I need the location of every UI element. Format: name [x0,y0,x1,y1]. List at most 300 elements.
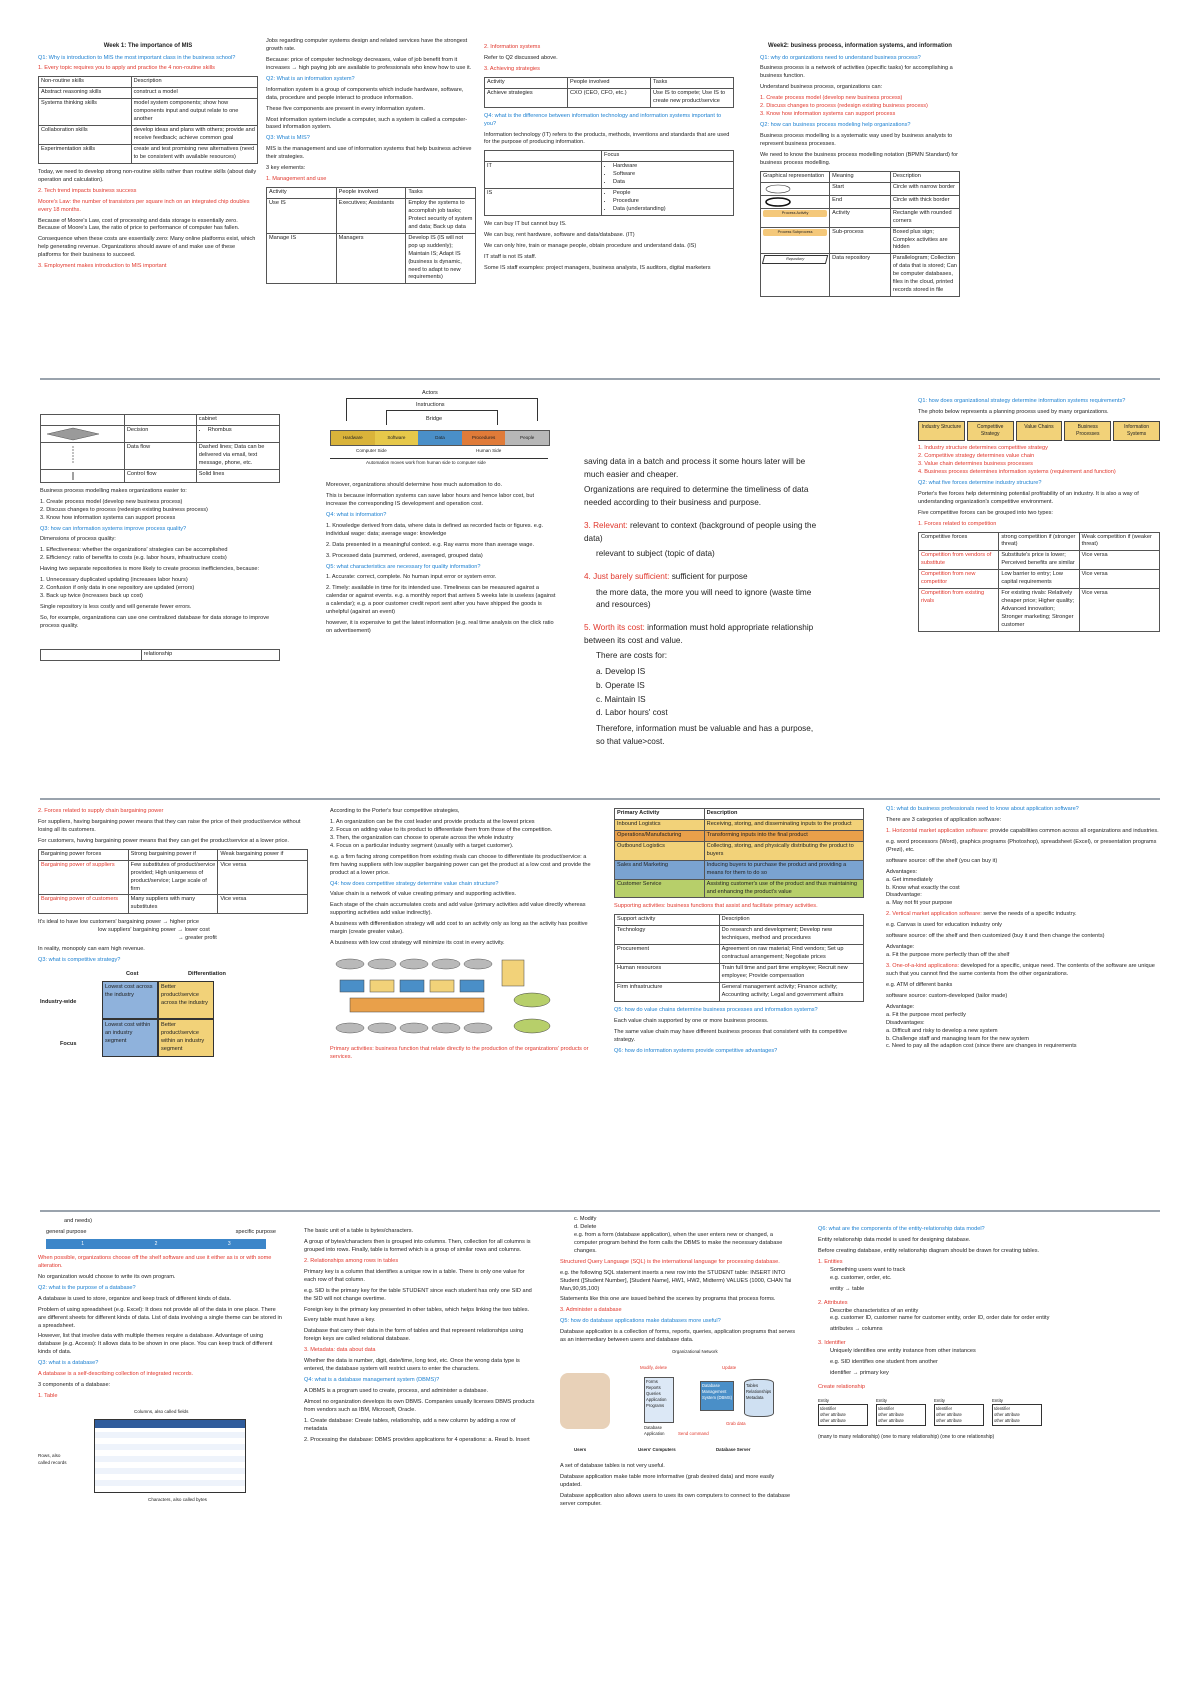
list-item: 4. Just barely sufficient: sufficient for purpose [584,571,748,581]
point: 1. Management and use [266,176,327,183]
list-item: c. Maintain IS [596,694,646,704]
paragraph: There are costs for: [596,651,667,661]
paragraph: So, for example, organizations can use one centralized database for data storage to improve process quality. [40,614,270,629]
table-row: Use IS Executives; Assistants Employ the systems to accomplish job tasks; Protect security of system and data; Back up data [267,199,476,234]
paragraph: Jobs regarding computer systems design and related services have the strongest growth rate. [266,38,468,52]
table-row: Operations/Manufacturing Transforming inputs into the final product [615,830,864,841]
component-data: Data [418,431,462,445]
page-week2 [760,42,960,372]
send-label: Send command [678,1431,709,1437]
paragraph: A database is a self-describing collection of integrated records. [38,1371,194,1378]
table-row: Inbound Logistics Receiving, storing, and disseminating inputs to the product [615,819,864,830]
paragraph: Advantages: [886,868,918,875]
paragraph: 3 components of a database: [38,1382,111,1389]
list-item: 2. Discuss changes to process (redesign existing business process) [40,506,208,513]
paragraph: This is because information systems can save labor hours and hence labor cost, but increase the corresponding IS development and operation cost. [326,492,535,507]
list-item: c. Need to pay all the adaption cost (since there are changes in requirements [886,1043,1077,1050]
network-label: Organizational Network [672,1349,718,1355]
decision-rhombus-icon [43,427,103,441]
list-item: a. Fit the purpose more perfectly than off the shelf [886,952,1010,959]
table-row: Data flow Dashed lines; Data can be delivered via email, text message, phone, etc. [41,442,280,469]
data-flow-icon [43,444,103,466]
table-header: Non-routine skills [39,77,132,88]
sample-table [94,1419,246,1493]
table-row: End Circle with thick border [761,195,960,208]
paragraph: Structured Query Language (SQL) is the international language for processing database. [560,1258,780,1265]
control-flow-icon [43,471,103,481]
app-label: Database Application [644,1425,665,1437]
paragraph: Most information system include a computer, such a system is called a computer-based information system. [266,116,468,131]
question: Q2: what five forces determine industry structure? [918,479,1042,486]
table-row: Bargaining power of suppliers Few substitutes of product/service provided; High uniqueness of product/service; Large scale of firm Vice versa [39,860,308,895]
paragraph: Moore's Law: the number of transistors per square inch on an integrated chip doubles every 18 months. [38,198,250,213]
page-is [266,38,476,372]
table-row: Procurement Agreement on raw material; Find vendors; Set up contractual arrangement; Negotiate prices [615,945,864,964]
mis-table: Activity People involved Tasks Use IS Executives; Assistants Employ the systems to accomplish job tasks; Protect security of system and data; Back up data Manage IS Managers Develop IS (IS will not pop up suddenly); Maintain IS; Adapt IS (business is dynamic, need to adapt to new requirements) [266,187,476,284]
subprocess-shape: Process Subprocess [763,229,827,236]
paragraph: There are 3 categories of application software: [886,816,1002,823]
paragraph: Because of Moore's Law, cost of processing and data storage is essentially zero. Because of Moore's Law, the ratio of price to performance of computer has fallen. [38,217,240,232]
chain-step: Value Chains [1016,421,1063,441]
scale-num: 2 [154,1240,158,1247]
component-people: People [505,431,549,445]
forms-box: Forms Reports Queries Application Programs [644,1377,674,1423]
table-row: Decision • Rhombus [41,425,280,442]
value-chain-diagram [330,952,560,1042]
paragraph: Moreover, organizations should determine how much automation to do. [326,482,502,488]
page-title: Week2: business process, information systems, and information [768,43,952,49]
list-item: a. Fit the purpose most perfectly [886,1011,966,1018]
point: 2. Tech trend impacts business success [38,187,137,194]
paragraph: e.g. a firm facing strong competition from existing rivals can choose to differentiate its product/service: a firm having suppliers with low supplier bargaining power can get the product at a low cost and provide the product at a lower price. [330,853,591,876]
paragraph: Disadvantages: [886,1019,925,1026]
question: Q1: what do business professionals need to know about application software? [886,806,1079,812]
list-item: 2. Confusion if only data in one repository are updated (errors) [40,585,195,592]
paragraph: We can only hire, train or manage people, obtain procedure and understand data. (IS) [484,242,697,249]
paragraph: We need to know the business process modelling notation (BPMN Standard) for business process modelling. [760,151,958,166]
list-item: 3. Then, the organization can choose to operate across the whole industry [330,834,514,841]
paragraph: Foreign key is the primary key presented in other tables, which helps linking the two tables. [304,1306,530,1313]
point: 2. Relationships among rows in tables [304,1257,399,1264]
table-anatomy [38,1409,282,1509]
page-application-software [886,806,1160,1204]
page-strategy [918,398,1160,788]
table-row: Collaboration skills develop ideas and plans with others; provide and receive feedback; achieve common goal [39,126,258,145]
page-er-model [818,1226,1068,1646]
point: 3. Employment makes introduction to MIS important [38,263,167,270]
table-row: Control flow Solid lines [41,469,280,482]
paragraph: Business process is a network of activities (specific tasks) for accomplishing a business function. [760,65,953,80]
paragraph: Some IS staff examples: project managers, business analysts, IS auditors, digital marketers [484,264,711,271]
table-row: Outbound Logistics Collecting, storing, and physically distributing the product to buyers [615,841,864,860]
paragraph: A set of database tables is not very useful. [560,1463,665,1470]
purpose-scale [38,1229,282,1255]
paragraph: Information technology (IT) refers to the products, methods, inventions and standards that are used for the purpose of producing information. [484,131,730,146]
support-activity-table: Support activity Description Technology Do research and development; Develop new techniques, method and procedures Procurement Agreement on raw material; Find vendors; Set up contractual arrangement; Negotiate prices Human resources Train full time and part time employee; Recruit new employee; Provide compensation Firm infrastructure General management activity; Finance activity; Accounting activity; Legal and government affairs [614,914,864,1001]
relationship-table: relationship [40,649,280,661]
competitive-forces-table: Competitive forces strong competition if (stronger threat) Weak competition if (weaker threat) Competition from vendors of substitute Substitute's price is lower; Perceived benefits are similar Vice versa Competition from new competitor Low barrier to entry; Low capital requirements Vice versa Competition from existing rivals For existing rivals: Relatively cheaper price; Higher quality; Advanced innovation; Stronger marketing; Stronger customer Vice versa [918,532,1160,632]
strategy-grid [38,971,308,1067]
question: Q4: what is information? [326,511,387,518]
dbms-box: Database Management System (DBMS) [700,1381,734,1411]
point: 1. Entities [818,1258,843,1265]
scale-num: 3 [227,1240,231,1247]
paragraph: Advantage: [886,944,915,951]
paragraph: e.g. SID identifies one student from another [830,1359,938,1366]
paragraph: MIS is the management and use of information systems that help business achieve their strategies. [266,146,472,161]
paragraph: Database application also allows users to uses its own computers to connect to the database server computer. [560,1492,791,1507]
focus-table: Focus IT • Hardware • Software • Data IS • People • Procedure • Data (understanding) [484,150,734,216]
paragraph: Value chain is a network of value creating primary and supporting activities. [330,891,517,898]
human-side-label: Human Side [476,448,502,453]
question: Q3: how can information systems improve process quality? [40,525,187,532]
component-procedures: Procedures [462,431,506,445]
question: Q4: what is a database management system (DBMS)? [304,1377,440,1384]
paragraph: e.g. from a form (database application), when the user enters new or changed, a computer program behind the form calls the DBMS to make the necessary database changes. [574,1231,783,1254]
paragraph: Database that carry their data in the form of tables and that represent relationships using foreign keys are called relational database. [304,1328,524,1343]
paragraph: A business with differentiation strategy will add cost to an activity only as long as the activity has positive margin (create greater value). [330,921,588,936]
page-database [38,1218,282,1648]
list-item: 2. Processing the database: DBMS provides applications for 4 operations: a. Read b. Insert [304,1436,530,1443]
table-row: Manage IS Managers Develop IS (IS will not pop up suddenly); Maintain IS; Adapt IS (business is dynamic, need to adapt to new requirements) [267,233,476,284]
question: Q1: how does organizational strategy determine information systems requirements? [918,398,1126,404]
table-row: Experimentation skills create and test promising new alternatives (need to be consistent with available resources) [39,144,258,163]
bargaining-table: Bargaining power forces Strong bargaining power if Weak bargaining power if Bargaining power of suppliers Few substitutes of product/service provided; High uniqueness of product/service; Large scale of firm Vice versa Bargaining power of customers Many suppliers with many substitutes Vice versa [38,849,308,915]
grid-cell: Better product/service within an industry segment [158,1019,214,1057]
table-header: Description [131,77,257,88]
list-item: 1. Industry structure determines competitive strategy [918,445,1048,452]
list-item: a. May not fit your purpose [886,900,953,907]
question: Q1: Why is introduction to MIS the most important class in the business school? [38,54,236,61]
scale-bar [46,1239,266,1249]
table-row: Customer Service Assisting customer's use of the product and thus maintaining and enhancing the product's value [615,879,864,898]
list-item: c. Modify [574,1216,597,1222]
paragraph: e.g. customer, order, etc. [830,1274,892,1281]
grid-header-cost: Cost [126,971,139,977]
paragraph: Statements like this one are issued behind the scenes by programs that process forms. [560,1296,776,1303]
chain-step: Information Systems [1113,421,1160,441]
paragraph: attributes → columns [830,1326,883,1333]
start-circle-icon [763,184,793,194]
paragraph: Business process modelling is a systematic way used by business analysts to represent business processes. [760,133,953,147]
update-label: Update [722,1365,737,1371]
table-row: Abstract reasoning skills construct a model [39,88,258,99]
paragraph: 3 key elements: [266,165,306,172]
paragraph: Primary key is a column that identifies a unique row in a table. There is only one value for each row of that column. [304,1268,525,1283]
table-row: Competition from existing rivals For existing rivals: Relatively cheaper price; Higher quality; Advanced innovation; Stronger marketing; Stronger customer Vice versa [919,589,1160,632]
list-item: 2. Competitive strategy determines value chain [918,453,1035,459]
component-hardware: Hardware [331,431,375,445]
paragraph: → greater profit [178,935,217,942]
row-separator [40,378,1160,380]
table-row: Achieve strategies CXO (CEO, CFO, etc.) Use IS to compete; Use IS to create new product/service [485,88,734,107]
paragraph: Refer to Q2 discussed above. [484,54,558,61]
paragraph: Because: price of computer technology decreases, value of job benefit from it increases → high paying job are available to professionals who know how to use it. [266,56,472,71]
paragraph: Each value chain supported by one or more business process. [614,1017,769,1024]
list-item: 2. Efficiency: ratio of benefits to costs (e.g. labor hours, infrastructure costs) [40,555,227,562]
list-item: 2. Data presented in a meaningful context. e.g. Ray earns more than average wage. [326,541,535,548]
scale-num: 1 [81,1240,85,1247]
question: Q3: what is competitive strategy? [38,957,121,964]
list-item: relevant to subject (topic of data) [596,549,715,559]
actors-label: Actors [422,390,438,396]
sample-table-header [95,1420,245,1428]
paragraph: Primary activities: business function that relate directly to the production of the organizations' products or services. [330,1046,589,1060]
table-row: Technology Do research and development; Develop new techniques, method and procedures [615,926,864,945]
point: 2. Forces related to supply chain bargaining power [38,808,164,814]
list-item: 3. Back up twice (increases back up cost) [40,593,143,600]
paragraph: A database is used to store, organize and keep track of different kinds of data. [38,1295,232,1302]
er-entity: Entity Identifier other attribute other attribute [818,1398,868,1426]
list-item: 2. Discuss changes to process (redesign existing business process) [760,103,928,110]
planning-chain [918,421,1160,441]
list-item: 1. Create process model (develop new business process) [40,498,183,505]
end-circle-icon [763,197,793,207]
paragraph: e.g. ATM of different banks [886,981,953,988]
bridge-label: Bridge [426,416,443,422]
list-item: b. Know what exactly the cost [886,884,960,891]
question: Q5: how do value chains determine business processes and information systems? [614,1006,818,1013]
question: Q5: what characteristics are necessary for quality information? [326,563,481,570]
paragraph: and needs) [64,1218,92,1224]
paragraph: e.g. SID is the primary key for the table STUDENT since each student has only one SID and the SID will not change overtime. [304,1287,532,1302]
list-item: 3. Processed data (summed, ordered, averaged, grouped data) [326,552,483,559]
paragraph: software source: off the shelf (you can buy it) [886,857,998,864]
question: Q3: what is a database? [38,1360,99,1367]
list-item: 1. Create process model (develop new business process) [760,95,903,102]
paragraph: In reality, monopoly can earn high revenue. [38,946,145,953]
table-row: IS • People • Procedure • Data (understanding) [485,189,734,216]
paragraph: saving data in a batch and process it some hours later will be much easier and cheaper. [584,457,806,479]
paragraph: e.g. the following SQL statement inserts a new row into the STUDENT table: INSERT INTO Student ([Student Number], [Student Name], HW1, HW2, Midterm) VALUES (1000, CHAN Tai Man,90,95,100) [560,1269,792,1292]
server-label: Database Server [716,1447,751,1453]
paragraph: Disadvantage: [886,892,922,899]
list-item: 3. Know how information systems can support process [40,514,176,521]
page-value-chain [330,808,594,1204]
grid-cell: Lowest cost across the industry [102,981,158,1019]
paragraph: For customers, having bargaining power means that they can get the product/service at a lower price. [38,837,289,844]
paragraph: A group of bytes/characters then is grouped into columns. Then, collection for all columns is grouped into rows. Finally, table is formed which is a group of similar rows and columns. [304,1238,531,1253]
paragraph: IT staff is not IS staff. [484,253,537,260]
list-item: 1. Horizontal market application software: provide capabilities common across all organizations and industries. [886,827,1159,834]
row-separator [40,1210,1160,1212]
grid-row-focus: Focus [60,1041,77,1047]
question: Q3: What is MIS? [266,135,310,142]
page-week1 [38,42,258,372]
bpmn-table: Graphical representation Meaning Description Start Circle with narrow border End Circle with thick border Process Activity Activity Rectangle with rounded corners Process Subprocess Sub-process Boxed plus sign; Complex activities are hidden Repository Data repository Parallelogram; Collection of data that is stored; Can be computer databases, files in the cloud, printed records stored in file [760,171,960,297]
instructions-label: Instructions [416,402,445,408]
component-software: Software [375,431,419,445]
table-row: Competition from new competitor Low barrier to entry; Low capital requirements Vice versa [919,570,1160,589]
chain-step: Industry Structure [918,421,965,441]
paragraph: Database application is a collection of forms, reports, queries, application programs that serves as an intermediary between users and database data. [560,1329,796,1344]
list-item: a. Get immediately [886,876,933,883]
paragraph: software source: off the shelf and then customized (buy it and then change the contents) [886,933,1105,940]
users-label: Users [574,1447,587,1453]
paragraph: Problem of using spreadsheet (e.g. Excel): It does not provide all of the data in one place. There are different sheets for different kinds of data. List of data involving a single theme can be stored in a spreadsheet. [38,1306,282,1329]
list-item: b. Challenge staff and managing team for the new system [886,1035,1029,1042]
computers-label: Users' Computers [638,1447,676,1453]
table-row: IT • Hardware • Software • Data [485,162,734,189]
paragraph: Describe characteristics of an entity [830,1307,919,1314]
list-item: 1. Effectiveness: whether the organizations' strategies can be accomplished [40,547,228,554]
table-row: Human resources Train full time and part time employee; Recruit new employee; Provide compensation [615,964,864,983]
components-bar [330,430,550,446]
skills-table [38,76,258,163]
paragraph: A business with low cost strategy will minimize its cost in every activity. [330,940,505,947]
point: 1. Every topic requires you to apply and practice the 4 non-routine skills [38,65,215,72]
rows-label: Rows, also called records [38,1453,67,1465]
paragraph: No organization would choose to write its own program. [38,1273,176,1280]
scale-label-general: general purpose [46,1228,87,1235]
list-item: a. Difficult and risky to develop a new system [886,1027,998,1034]
point: 1. Forces related to competition [918,520,997,527]
db-application-diagram [560,1349,796,1459]
question: Q2: What is an information system? [266,75,355,82]
page-process-quality [40,412,280,792]
list-item: 5. Worth its cost: information must hold appropriate relationship between its cost and value. [584,623,814,645]
list-item: 3. Know how information systems can support process [760,111,896,118]
page-bargaining [38,808,308,1204]
paragraph: Consequence when these costs are essentially zero: Many online platforms exist, which help generating revenue. Organizations should aware of and make use of these platforms for their business to succeed. [38,236,256,259]
page-title: Week 1: The importance of MIS [103,43,193,49]
paragraph: We can buy, rent hardware, software and data/database. (IT) [484,231,635,238]
question: Q6: what are the components of the entity-relationship data model? [818,1226,985,1232]
paragraph: identifier → primary key [830,1370,889,1377]
list-item: 4. Focus on a particular industry segment (usually with a target customer). [330,842,514,849]
paragraph: entity → table [830,1285,865,1292]
list-item: 3. One-of-a-kind applications: developed for a specific, unique need. The contents of the software are unique such that you cannot find the same contents from the other organizations. [886,963,1155,977]
tables-cylinder: Tables Relationships Metadata [744,1379,774,1417]
table-row: Sales and Marketing Inducing buyers to purchase the product and providing a means for them to do so [615,860,864,879]
automation-arrow [330,458,548,459]
list-item: d. Labor hours' cost [596,708,668,718]
list-item: the more data, the more you will need to ignore (waste time and resources) [596,587,812,610]
paragraph: Single repository is less costly and will generate fewer errors. [40,604,192,610]
paragraph: Business process modelling makes organizations easier to: [40,487,187,494]
paragraph: however, it is expensive to get the latest information (e.g. real time analysis on the click ratio on advertisement) [326,620,554,635]
table-row: Start Circle with narrow border [761,182,960,195]
question: Q4: how does competitive strategy determine value chain structure? [330,880,499,887]
grid-header-diff: Differentiation [188,971,226,977]
chain-step: Competitive Strategy [967,421,1014,441]
page-sql [560,1216,796,1648]
paragraph: Having two separate repositories is more likely to create process inefficiencies, because: [40,566,260,573]
paragraph: Organizations are required to determine the timeliness of data needed according to their business and purpose. [584,485,809,508]
list-item: 1. An organization can be the cost leader and provide products at the lowest prices [330,818,535,825]
page-keys [304,1228,538,1648]
point: 3. Identifier [818,1340,846,1347]
question: Q1: why do organizations need to understand business process? [760,54,921,61]
paragraph: Understand business process, organizations can: [760,84,883,91]
paragraph: Whether the data is number, digit, date/time, long text, etc. Once the wrong data type is entered, the database system will restrict users to enter the characters. [304,1358,520,1373]
list-item: 4. Business process determines information systems (requirement and function) [918,468,1116,475]
strategy-table: Activity People involved Tasks Achieve strategies CXO (CEO, CFO, etc.) Use IS to compete; Use IS to create new product/service [484,77,734,108]
point: 1. Table [38,1393,58,1400]
page-information-quality [584,456,824,786]
list-item: 1. Accurate: correct, complete. No human input error or system error. [326,574,497,581]
paragraph: Create relationship [818,1384,865,1391]
list-item: 3. Value chain determines business processes [918,460,1033,467]
point: 3. Administer a database [560,1307,622,1314]
characters-label: Characters, also called bytes [148,1497,207,1502]
table-row: Process Activity Activity Rectangle with rounded corners [761,208,960,227]
list-item: 2. Vertical market application software: serve the needs of a specific industry. [886,911,1077,918]
table-row: Firm infrastructure General management activity; Finance activity; Accounting activity; Legal and government affairs [615,982,864,1001]
paragraph: However, list that involve data with multiple themes require a database. Advantage of using database (e.g. Access): It allows data to be shown in one place. You can keep track of different kinds of data. [38,1333,273,1356]
er-entity: Entity Identifier other attribute other attribute [876,1398,926,1426]
list-item: b. Operate IS [596,680,645,690]
paragraph: Today, we need to develop strong non-routine skills rather than routine skills (about daily operation and calculation). [38,168,257,183]
list-item: 3. Relevant: relevant to context (background of people using the data) [584,520,817,543]
paragraph: A DBMS is a program used to create, process, and administer a database. [304,1388,489,1394]
grid-row-iw: Industry-wide [40,999,77,1005]
grab-label: Grab data [726,1421,746,1427]
paragraph: Almost no organization develops its own DBMS. Companies usually licenses DBMS products from vendors such as IBM, Microsoft, Oracle. [304,1398,535,1413]
page-it-vs-is [484,44,734,372]
paragraph: Each stage of the chain accumulates costs and add value (primary activities add value directly whereas supporting activities add value indirectly). [330,902,586,917]
table-row: Repository Data repository Parallelogram; Collection of data that is stored; Can be computer databases, files in the cloud, printed records stored in file [761,254,960,297]
list-item: 1. Knowledge derived from data, where data is defined as recorded facts or figures. e.g. individual wage: data; average wage: knowledge [326,522,544,537]
point: 3. Achieving strategies [484,65,540,72]
paragraph: Entity relationship data model is used for designing database. [818,1236,971,1243]
paragraph: Therefore, information must be valuable and has a purpose, so that value>cost. [596,723,814,746]
paragraph: Information system is a group of components which include hardware, software, data, procedure and people interact to produce information. [266,86,464,101]
table-row: Bargaining power of customers Many suppliers with many substitutes Vice versa [39,895,308,914]
page-activities [614,806,864,1204]
grid-cell: Better product/service across the industry [158,981,214,1019]
paragraph: The same value chain may have different business process that consistent with its competitive strategy. [614,1028,848,1043]
paragraph: low suppliers' bargaining power → lower cost [98,927,210,934]
er-entity: Entity Identifier other attribute other attribute [934,1398,984,1426]
paragraph: e.g. word processors (Word), graphics programs (Photoshop), spreadsheet (Excel), or presentation programs (Prezi), etc. [886,838,1157,853]
paragraph: Porter's five forces help determining potential profitability of an industry. It is also a way of understanding organization's competitive environment. [918,490,1139,505]
table-row: Process Subprocess Sub-process Boxed plus sign; Complex activities are hidden [761,227,960,254]
chain-step: Business Processes [1064,421,1111,441]
bpmn-table-continued: cabinet Decision • Rhombus Data flow Dashed lines; Data can be delivered via email, text message, phone, etc. Control flow Solid lines [40,414,280,483]
paragraph: These five components are present in every information system. [266,105,425,112]
table-row: Systems thinking skills model system components; show how components input and output relate to one another [39,99,258,126]
er-diagram [818,1398,1068,1426]
users-illustration [560,1373,610,1429]
paragraph: Uniquely identifies one entity instance from other instances [830,1348,976,1355]
point: 2. Attributes [818,1299,848,1306]
paragraph: Supporting activities: business functions that assist and facilitate primary activities. [614,903,818,910]
paragraph: Advantage: [886,1003,915,1010]
paragraph: e.g. customer ID, customer name for customer entity, order ID, order date for order entity [830,1315,1050,1322]
list-item: a. Develop IS [596,667,646,677]
list-item: 2. Timely: available in time for its intended use. Timeliness can be measured against a calendar or against events. e.g. a monthly report that arrives 5 weeks late is useless (against a calendar); e.g. a poor customer credit report sent after you have shipped the goods is unhelpful (against an event) [326,585,556,616]
paragraph: Before creating database, entity relationship diagram should be drawn for creating tables. [818,1247,1040,1254]
question: Q5: how do database applications make databases more useful? [560,1318,721,1325]
question: Q2: how can business process modeling help organizations? [760,122,911,129]
list-item: d. Delete [574,1223,597,1230]
paragraph: Dimensions of process quality: [40,536,116,543]
automation-label: Automation moves work from human side to computer side [366,460,486,465]
paragraph: software source: custom-developed (tailor made) [886,992,1008,999]
list-item: 2. Focus on adding value to its product to differentiate them from those of the competition. [330,826,553,833]
er-entity: Entity Identifier other attribute other attribute [992,1398,1042,1426]
paragraph: According to the Porter's four competitive strategies, [330,808,460,814]
five-components-diagram [326,390,556,482]
paragraph: When possible, organizations choose off the shelf software and use it either as is or with some alteration. [38,1254,272,1269]
paragraph: Database application make table more informative (grab desired data) and more easily updated. [560,1474,775,1488]
question: Q4: what is the difference between information technology and information systems important to you? [484,112,722,127]
paragraph: e.g. Canvas is used for education industry only [886,922,1002,929]
table-row: Competition from vendors of substitute Substitute's price is lower; Perceived benefits are similar Vice versa [919,551,1160,570]
computer-side-label: Computer Side [356,448,387,453]
page-automation [326,390,556,790]
